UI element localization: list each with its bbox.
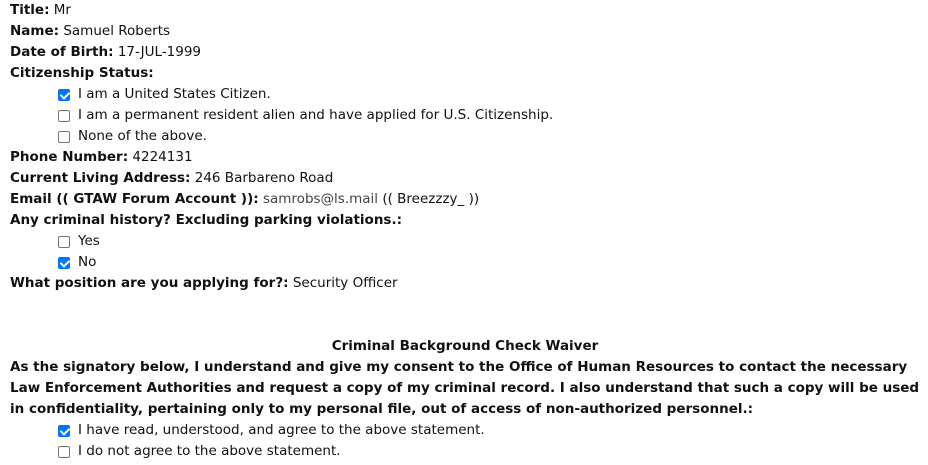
email-label: Email (( GTAW Forum Account )) bbox=[10, 191, 254, 207]
waiver-option-disagree[interactable] bbox=[10, 441, 920, 462]
criminal-checkbox-yes[interactable] bbox=[58, 236, 70, 248]
name-value: Samuel Roberts bbox=[63, 23, 171, 39]
criminal-option-yes[interactable] bbox=[10, 231, 920, 252]
citizenship-label: Citizenship Status bbox=[10, 65, 149, 81]
criminal-option-label: No bbox=[78, 254, 97, 270]
waiver-checkbox-agree[interactable] bbox=[58, 425, 70, 437]
dob-value: 17-JUL-1999 bbox=[117, 44, 202, 60]
title-value: Mr bbox=[53, 2, 71, 18]
waiver-option-label: I have read, understood, and agree to the above statement. bbox=[78, 422, 485, 438]
title-row: Title: Mr bbox=[10, 2, 71, 18]
criminal-history-label: Any criminal history? Excluding parking violations. bbox=[10, 212, 397, 228]
waiver-option-agree[interactable] bbox=[10, 420, 920, 441]
dob-label: Date of Birth bbox=[10, 44, 109, 60]
email-value: samrobs@ls.mail bbox=[262, 191, 379, 207]
citizenship-row: Citizenship Status: bbox=[10, 65, 154, 81]
waiver-checkbox-disagree[interactable] bbox=[58, 446, 70, 458]
address-value: 246 Barbareno Road bbox=[194, 170, 334, 186]
address-row: Current Living Address: 246 Barbareno Road bbox=[10, 170, 334, 186]
position-value: Security Officer bbox=[292, 275, 398, 291]
application-form bbox=[10, 0, 920, 462]
address-label: Current Living Address bbox=[10, 170, 186, 186]
forum-account-value: (( Breezzzy_ )) bbox=[382, 191, 480, 207]
citizenship-checkbox-us-citizen[interactable] bbox=[58, 89, 70, 101]
citizenship-checkbox-permanent-resident[interactable] bbox=[58, 110, 70, 122]
citizenship-option-none[interactable] bbox=[10, 126, 920, 147]
email-row: Email (( GTAW Forum Account )): samrobs@ls.mail (( Breezzzy_ )) bbox=[10, 191, 480, 207]
criminal-checkbox-no[interactable] bbox=[58, 257, 70, 269]
title-label: Title bbox=[10, 2, 45, 18]
waiver-statement: As the signatory below, I understand and give my consent to the Office of Human Resources to contact the necessary Law Enforcement Authorities and request a copy of my criminal record. I also understand that such a copy will be used in confidentiality, pertaining only to my personal file, out of access of non-authorized personnel.: bbox=[10, 359, 920, 417]
waiver-title: Criminal Background Check Waiver bbox=[331, 338, 599, 354]
dob-row: Date of Birth: 17-JUL-1999 bbox=[10, 44, 202, 60]
section-spacer bbox=[10, 294, 920, 336]
phone-value: 4224131 bbox=[132, 149, 193, 165]
citizenship-option-us-citizen[interactable] bbox=[10, 84, 920, 105]
waiver-statement-text: As the signatory below, I understand and give my consent to the Office of Human Resources to contact the necessary Law Enforcement Authorities and request a copy of my criminal record. I also understand that such a copy will be used in confidentiality, pertaining only to my personal file, out of access of non-authorized personnel. bbox=[10, 359, 920, 417]
citizenship-option-permanent-resident[interactable] bbox=[10, 105, 920, 126]
citizenship-option-label: I am a United States Citizen. bbox=[78, 86, 271, 102]
criminal-option-no[interactable] bbox=[10, 252, 920, 273]
position-row: What position are you applying for?: Security Officer bbox=[10, 275, 398, 291]
citizenship-option-label: I am a permanent resident alien and have applied for U.S. Citizenship. bbox=[78, 107, 554, 123]
name-label: Name bbox=[10, 23, 54, 39]
phone-row: Phone Number: 4224131 bbox=[10, 149, 193, 165]
criminal-option-label: Yes bbox=[78, 233, 100, 249]
citizenship-option-label: None of the above. bbox=[78, 128, 207, 144]
name-row: Name: Samuel Roberts bbox=[10, 23, 171, 39]
phone-label: Phone Number bbox=[10, 149, 123, 165]
criminal-history-row: Any criminal history? Excluding parking violations.: bbox=[10, 212, 403, 228]
waiver-option-label: I do not agree to the above statement. bbox=[78, 443, 341, 459]
position-label: What position are you applying for? bbox=[10, 275, 284, 291]
citizenship-checkbox-none[interactable] bbox=[58, 131, 70, 143]
